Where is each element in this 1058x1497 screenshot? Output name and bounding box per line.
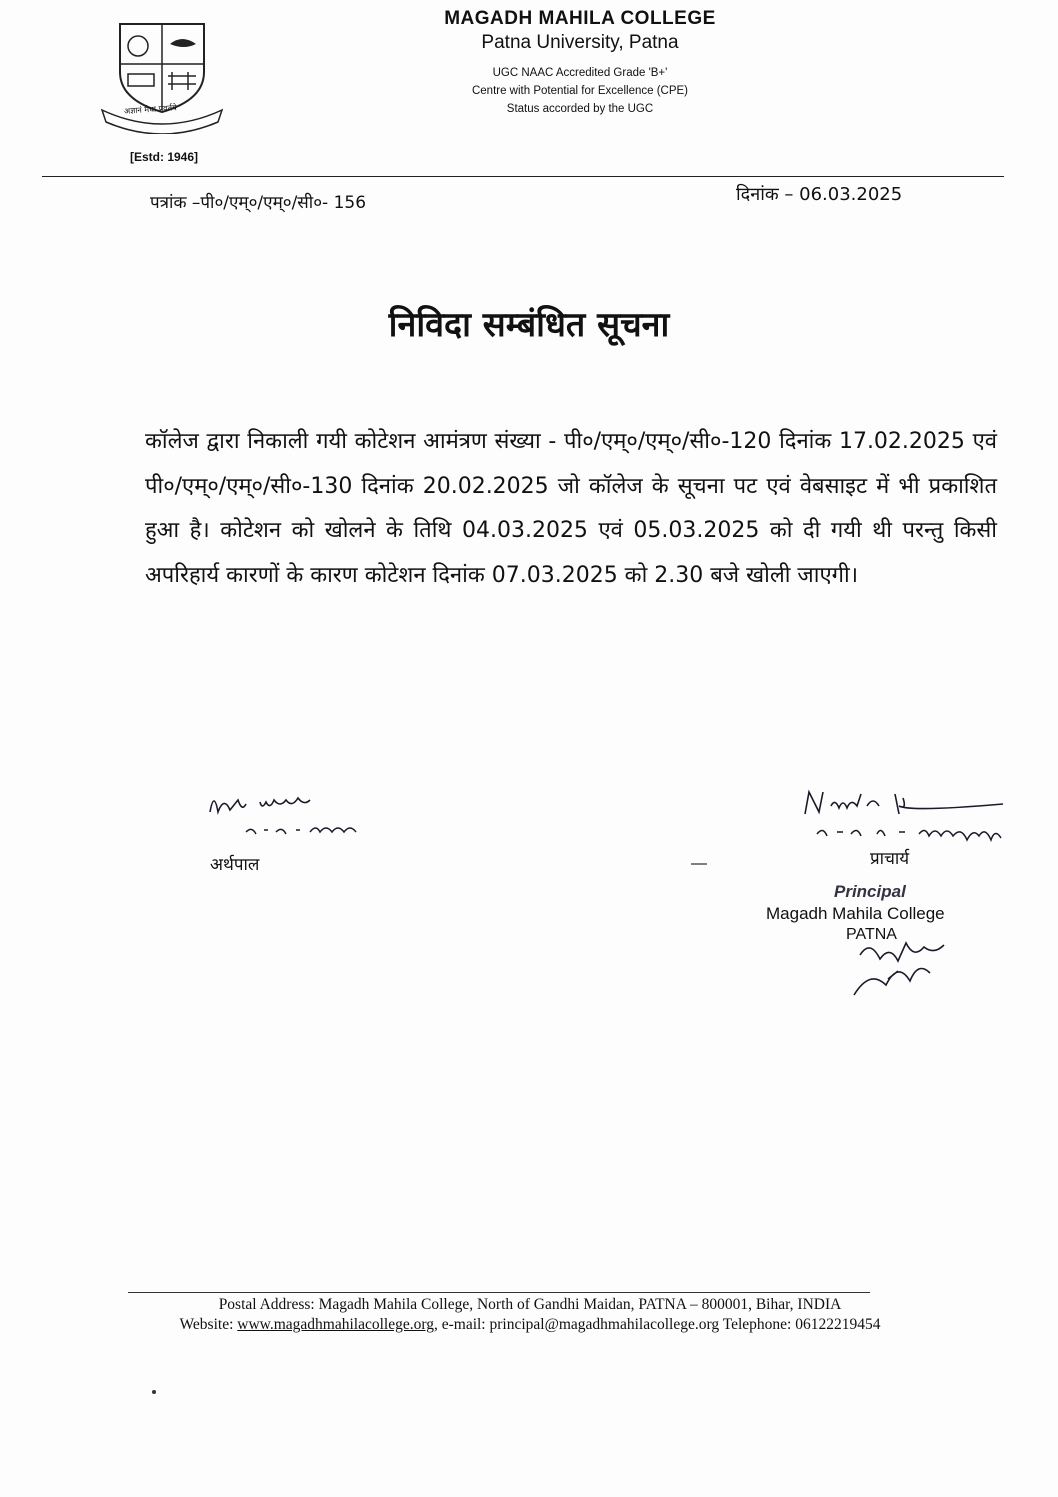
notice-body: कॉलेज द्वारा निकाली गयी कोटेशन आमंत्रण संख्या - पी०/एम्०/एम्०/सी०-120 दिनांक 17.02.2025 एवं पी०/एम्०/एम्०/सी०-130 दिनांक 20.02.2025 जो कॉलेज के सूचना पट एवं वेबसाइट में भी प्रकाशित हुआ है। कोटेशन को खोलने के तिथि 04.03.2025 एवं 05.03.2025 को दी गयी थी परन्तु किसी अपरिहार्य कारणों के कारण कोटेशन दिनांक 07.03.2025 को 2.30 बजे खोली जाएगी। xyxy=(145,429,997,588)
university-name: Patna University, Patna xyxy=(481,32,679,53)
principal-title: प्राचार्य xyxy=(870,849,910,869)
website-label: Website: xyxy=(179,1316,238,1333)
footer-divider xyxy=(128,1292,870,1293)
letterhead xyxy=(400,8,760,118)
college-name: MAGADH MAHILA COLLEGE xyxy=(444,8,716,29)
accountant-signature xyxy=(200,782,420,842)
notice-title: निविदा सम्बंधित सूचना xyxy=(388,305,670,345)
stamp-city: PATNA xyxy=(846,926,897,943)
stamp-college: Magadh Mahila College xyxy=(766,904,945,923)
established-year: [Estd: 1946] xyxy=(130,150,199,164)
website-link[interactable]: www.magadhmahilacollege.org xyxy=(237,1316,434,1333)
stamp-title: Principal xyxy=(834,882,906,901)
college-crest-logo xyxy=(98,14,226,134)
contact-line xyxy=(60,1315,1000,1335)
scan-speck xyxy=(152,1390,156,1394)
reference-number: पत्रांक –पी०/एम्०/एम्०/सी०- 156 xyxy=(150,193,367,213)
email-text: , e-mail: principal@magadhmahilacollege.org xyxy=(433,1316,720,1333)
stamp-initials xyxy=(840,925,970,1005)
principal-signature xyxy=(795,784,1035,854)
postal-address: Postal Address: Magadh Mahila College, North of Gandhi Maidan, PATNA – 800001, Bihar, INDIA xyxy=(218,1296,842,1313)
header-divider xyxy=(42,176,1004,177)
status-line: Status accorded by the UGC xyxy=(506,103,654,115)
footer xyxy=(60,1295,1000,1335)
accreditation-line: UGC NAAC Accredited Grade 'B+' xyxy=(492,67,668,79)
telephone-text: Telephone: 06122219454 xyxy=(719,1316,881,1333)
logo-motto: अज्ञानं मेधा प्रवर्तये xyxy=(123,103,178,116)
letter-date: दिनांक – 06.03.2025 xyxy=(736,184,903,205)
cpe-line: Centre with Potential for Excellence (CPE) xyxy=(471,85,689,97)
accountant-title: अर्थपाल xyxy=(210,855,260,875)
ink-mark xyxy=(690,852,708,858)
